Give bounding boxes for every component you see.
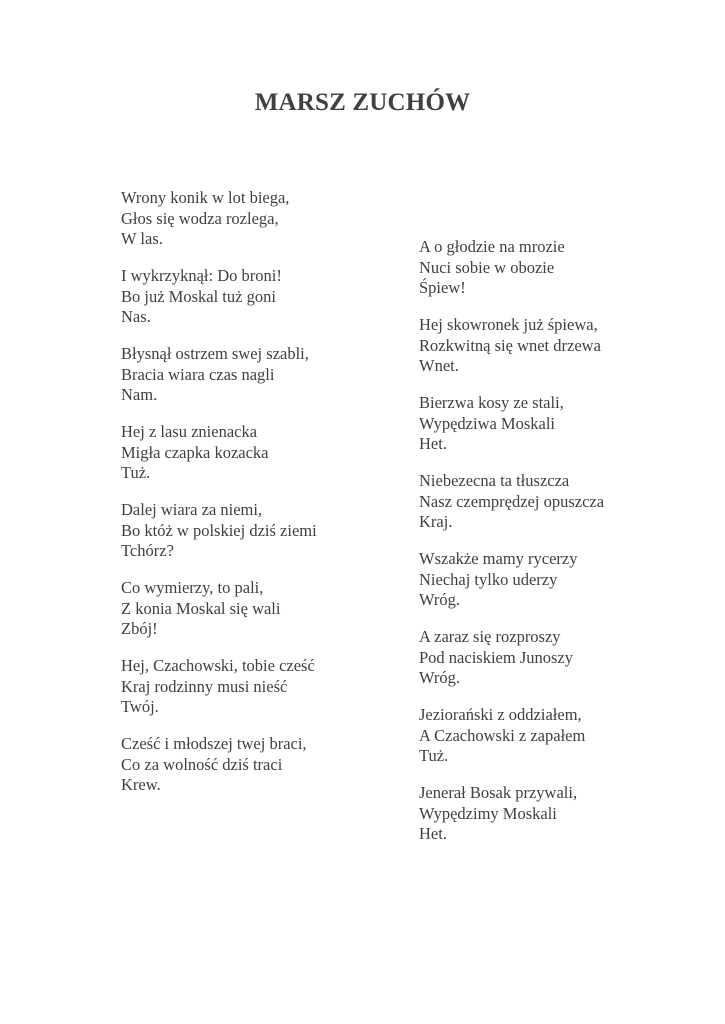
verse-line: Krew.	[121, 775, 161, 794]
verse-line: Śpiew!	[419, 278, 466, 297]
verse-line: Niechaj tylko uderzy	[419, 569, 558, 589]
verse-line: Migła czapka kozacka	[121, 442, 269, 462]
stanza	[121, 344, 411, 406]
verse-line: A zaraz się rozproszy	[419, 627, 561, 646]
verse-line: Zbój!	[121, 619, 158, 638]
verse-line: Nam.	[121, 385, 158, 404]
verse-line: Błysnął ostrzem swej szabli,	[121, 344, 309, 363]
verse-line: Het.	[419, 434, 447, 453]
stanza	[419, 549, 709, 611]
verse-line: Hej z lasu znienacka	[121, 422, 258, 441]
stanza	[419, 627, 709, 689]
verse-line: Rozkwitną się wnet drzewa	[419, 335, 601, 355]
verse-line: Głos się wodza rozlega,	[121, 208, 279, 228]
verse-line: Bo któż w polskiej dziś ziemi	[121, 520, 317, 540]
verse-line: Wróg.	[419, 590, 461, 609]
verse-line: Wróg.	[419, 668, 461, 687]
verse-line: A o głodzie na mrozie	[419, 237, 565, 256]
verse-line: Nas.	[121, 307, 151, 326]
verse-line: Co wymierzy, to pali,	[121, 578, 264, 597]
verse-line: Het.	[419, 824, 447, 843]
stanza	[121, 500, 411, 562]
stanza	[121, 656, 411, 718]
verse-line: Hej, Czachowski, tobie cześć	[121, 656, 315, 675]
verse-line: Nasz czemprędzej opuszcza	[419, 491, 605, 511]
verse-line: Z konia Moskal się wali	[121, 598, 281, 618]
verse-line: Jenerał Bosak przywali,	[419, 783, 578, 802]
stanza	[121, 578, 411, 640]
verse-line: Jeziorański z oddziałem,	[419, 705, 582, 724]
stanza	[419, 315, 709, 377]
verse-line: Bo już Moskal tuż goni	[121, 286, 276, 306]
verse-line: Wypędzimy Moskali	[419, 803, 557, 823]
verse-line: Tuż.	[121, 463, 151, 482]
verse-line: Niebezecna ta tłuszcza	[419, 471, 570, 490]
stanza	[419, 705, 709, 767]
verse-line: I wykrzyknął: Do broni!	[121, 266, 282, 285]
verse-line: Pod naciskiem Junoszy	[419, 647, 573, 667]
stanza	[419, 237, 709, 299]
verse-line: Nuci sobie w obozie	[419, 257, 555, 277]
verse-line: W las.	[121, 229, 163, 248]
verse-line: Hej skowronek już śpiewa,	[419, 315, 598, 334]
verse-line: Dalej wiara za niemi,	[121, 500, 263, 519]
verse-line: A Czachowski z zapałem	[419, 725, 586, 745]
verse-line: Tuż.	[419, 746, 449, 765]
verse-line: Tchórz?	[121, 541, 174, 560]
stanza	[419, 471, 709, 533]
verse-line: Bierzwa kosy ze stali,	[419, 393, 564, 412]
verse-line: Kraj rodzinny musi nieść	[121, 676, 288, 696]
stanza	[121, 734, 411, 796]
verse-line: Wrony konik w lot biega,	[121, 188, 290, 207]
verse-line: Kraj.	[419, 512, 453, 531]
verse-line: Wszakże mamy rycerzy	[419, 549, 578, 568]
stanza	[121, 188, 411, 250]
verse-line: Wnet.	[419, 356, 459, 375]
verse-line: Twój.	[121, 697, 159, 716]
verse-line: Cześć i młodszej twej braci,	[121, 734, 307, 753]
verse-line: Wypędziwa Moskali	[419, 413, 556, 433]
stanza	[419, 783, 709, 845]
stanza	[121, 422, 411, 484]
stanza	[419, 393, 709, 455]
stanza	[121, 266, 411, 328]
verse-line: Co za wolność dziś traci	[121, 754, 283, 774]
left-column	[121, 188, 411, 812]
page-title: MARSZ ZUCHÓW	[254, 89, 471, 116]
verse-line: Bracia wiara czas nagli	[121, 364, 275, 384]
right-column	[419, 237, 709, 861]
